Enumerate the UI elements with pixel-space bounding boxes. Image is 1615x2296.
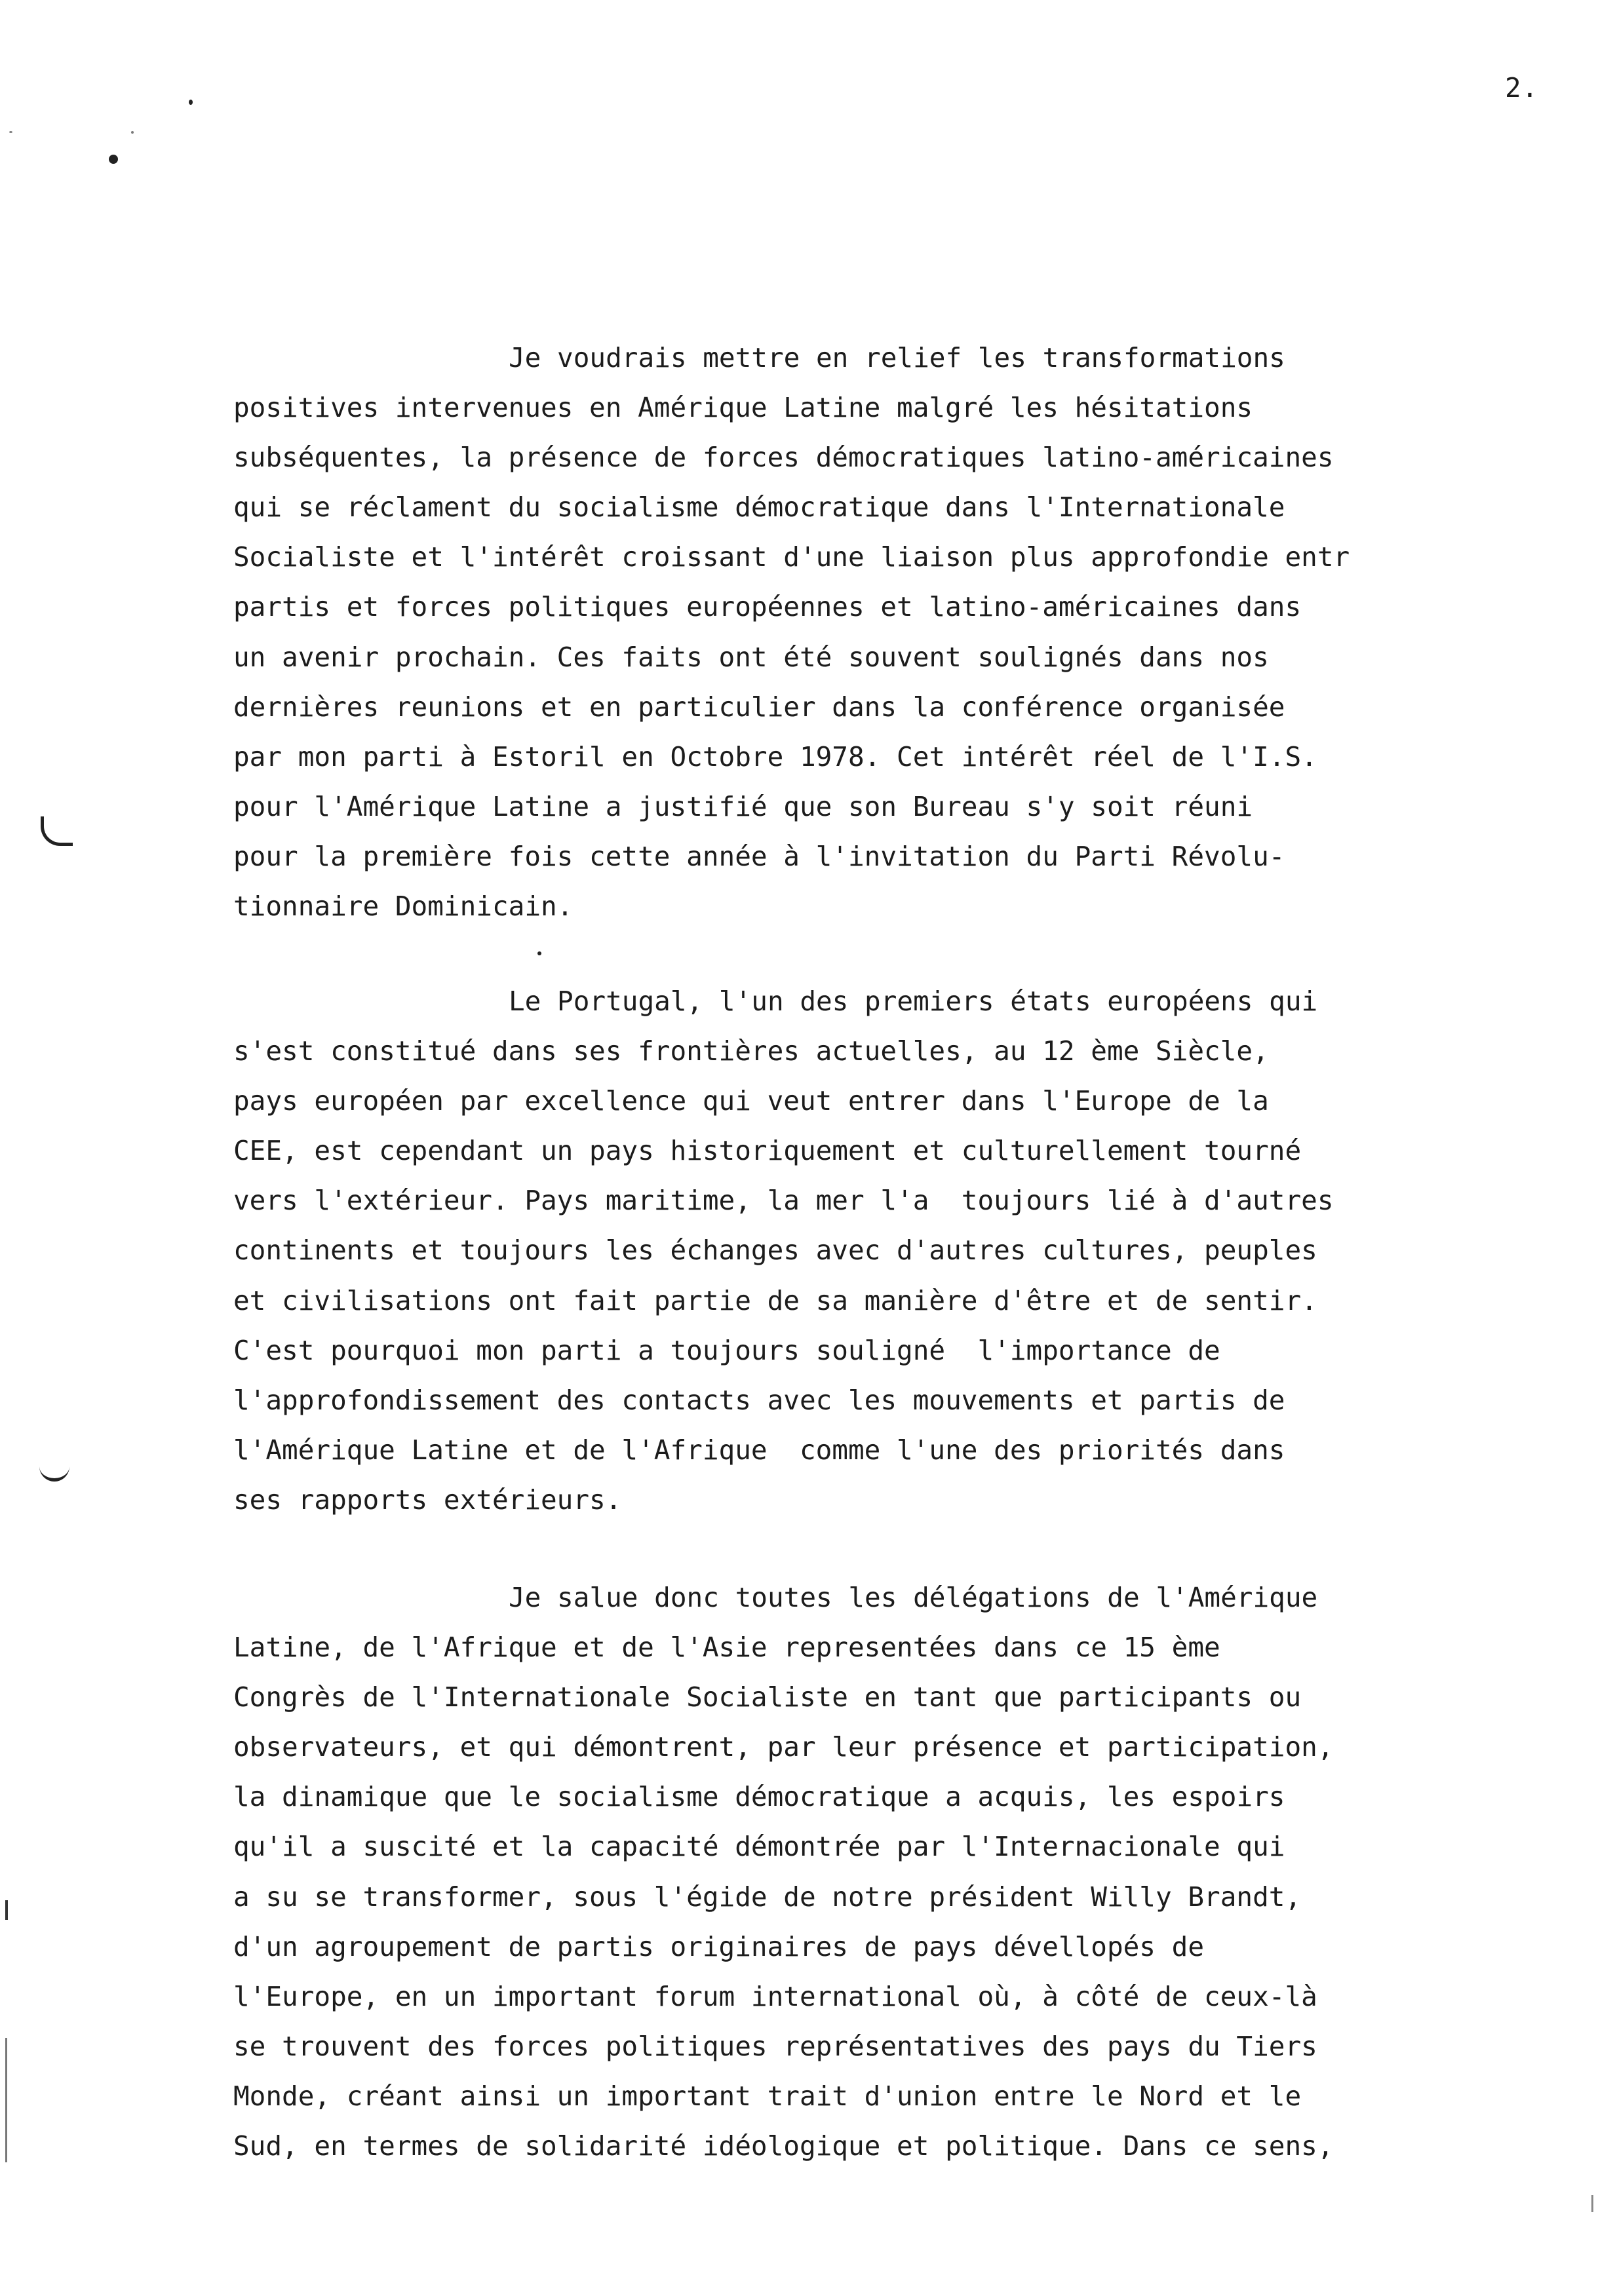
text-line: et civilisations ont fait partie de sa manière d'être et de sentir. <box>233 1284 1317 1316</box>
margin-pencil-mark <box>39 1461 69 1482</box>
text-line: l'approfondissement des contacts avec les mouvements et partis de <box>233 1384 1285 1416</box>
text-line: vers l'extérieur. Pays maritime, la mer l'a toujours lié à d'autres <box>233 1185 1334 1217</box>
text-line: positives intervenues en Amérique Latine malgré les hésitations <box>233 392 1253 424</box>
text-line: l'Amérique Latine et de l'Afrique comme l'une des priorités dans <box>233 1434 1285 1466</box>
text-line: Latine, de l'Afrique et de l'Asie representées dans ce 15 ème <box>233 1632 1220 1664</box>
text-line: Sud, en termes de solidarité idéologique et politique. Dans ce sens, <box>233 2130 1334 2162</box>
margin-pencil-mark <box>41 816 73 846</box>
text-line: Monde, créant ainsi un important trait d'union entre le Nord et le <box>233 2080 1302 2112</box>
text-line: ses rapports extérieurs. <box>233 1483 622 1516</box>
text-line: par mon parti à Estoril en Octobre 1978. Cet intérêt réel de l'I.S. <box>233 740 1317 773</box>
scan-speck <box>189 100 193 105</box>
scan-speck <box>109 155 118 164</box>
page-number: 2. <box>1505 72 1539 104</box>
text-line: Socialiste et l'intérêt croissant d'une liaison plus approfondie entr <box>233 541 1350 573</box>
scan-speck <box>537 951 541 955</box>
text-line: partis et forces politiques européennes et latino-américaines dans <box>233 591 1302 623</box>
margin-scan-mark <box>5 1900 8 1920</box>
text-line: subséquentes, la présence de forces démocratiques latino-américaines <box>233 442 1334 474</box>
text-line: la dinamique que le socialisme démocratique a acquis, les espoirs <box>233 1781 1285 1813</box>
text-line: pour l'Amérique Latine a justifié que son Bureau s'y soit réuni <box>233 790 1253 822</box>
text-line: l'Europe, en un important forum international où, à côté de ceux-là <box>233 1980 1317 2012</box>
text-line: observateurs, et qui démontrent, par leur présence et participation, <box>233 1731 1334 1763</box>
text-line: tionnaire Dominicain. <box>233 890 574 923</box>
margin-scan-mark <box>1591 2195 1593 2212</box>
text-line: pays européen par excellence qui veut entrer dans l'Europe de la <box>233 1085 1269 1117</box>
scan-speck <box>9 131 12 133</box>
text-line: qu'il a suscité et la capacité démontrée par l'Internacionale qui <box>233 1831 1285 1863</box>
text-line: se trouvent des forces politiques représentatives des pays du Tiers <box>233 2030 1317 2062</box>
text-line: Je voudrais mettre en relief les transformations <box>509 342 1285 373</box>
text-line: pour la première fois cette année à l'invitation du Parti Révolu- <box>233 840 1285 872</box>
text-line: dernières reunions et en particulier dans la conférence organisée <box>233 691 1285 723</box>
text-line: s'est constitué dans ses frontières actuelles, au 12 ème Siècle, <box>233 1035 1269 1067</box>
text-line: continents et toujours les échanges avec d'autres cultures, peuples <box>233 1234 1317 1267</box>
paragraph <box>233 976 1612 1525</box>
text-line: C'est pourquoi mon parti a toujours souligné l'importance de <box>233 1334 1220 1366</box>
text-line: CEE, est cependant un pays historiquement et culturellement tourné <box>233 1135 1302 1167</box>
text-line: Je salue donc toutes les délégations de l'Amérique <box>509 1582 1318 1613</box>
text-line: d'un agroupement de partis originaires de pays dévellopés de <box>233 1930 1205 1962</box>
text-line: un avenir prochain. Ces faits ont été souvent soulignés dans nos <box>233 641 1269 673</box>
text-line: Congrès de l'Internationale Socialiste en tant que participants ou <box>233 1681 1302 1713</box>
text-line: Le Portugal, l'un des premiers états européens qui <box>509 985 1318 1017</box>
paragraph <box>233 1573 1612 2171</box>
margin-scan-mark <box>5 2038 7 2162</box>
text-line: a su se transformer, sous l'égide de notre président Willy Brandt, <box>233 1881 1302 1913</box>
paragraph <box>233 333 1612 931</box>
scan-speck <box>131 131 134 134</box>
text-line: qui se réclament du socialisme démocratique dans l'Internationale <box>233 491 1285 524</box>
